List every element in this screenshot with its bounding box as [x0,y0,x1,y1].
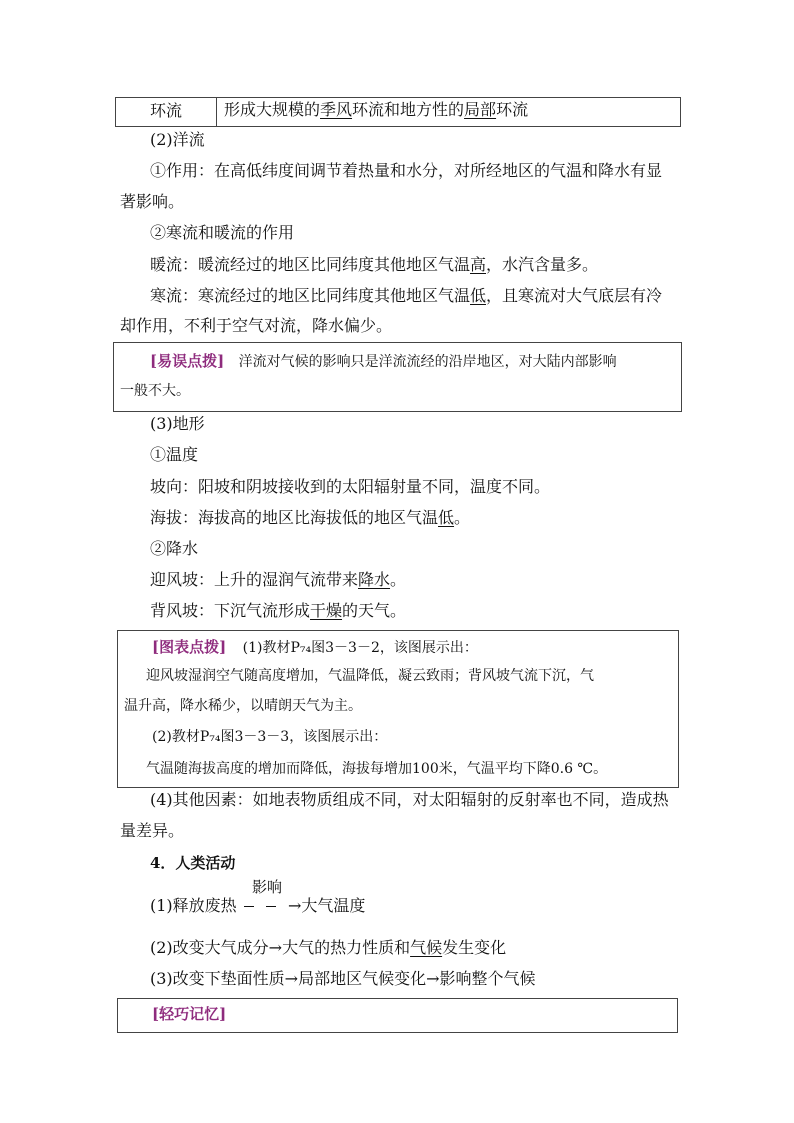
figure-item1-line2: 温升高，降水稀少，以晴朗天气为主。 [124,698,362,714]
tip-tag: [易误点拨] [150,352,225,370]
ocean-effect-line1: ①作用：在高低纬度间调节着热量和水分，对所经地区的气温和降水有显 [150,161,663,180]
tip-line2: 一般不大。 [120,383,190,399]
other-line2: 量差异。 [120,821,185,840]
table-cell-label: 环流 [116,98,217,126]
human-item1: (1)释放废热 影响 →大气温度 [150,878,366,915]
cold-current-line1: 寒流：寒流经过的地区比同纬度其他地区气温低，且寒流对大气底层有冷 [150,286,663,305]
ocean-heading: (2)洋流 [150,130,205,149]
figure-item1-line1: 迎风坡湿润空气随高度增加，气温降低，凝云致雨；背风坡气流下沉，气 [146,668,594,684]
terrain-rain-heading: ②降水 [150,539,199,558]
terrain-slope: 坡向：阳坡和阴坡接收到的太阳辐射量不同，温度不同。 [150,477,551,496]
ocean-effect-line2: 著影响。 [120,192,185,211]
terrain-leeward: 背风坡：下沉气流形成干燥的天气。 [150,601,407,620]
table-cell-content: 形成大规模的季风环流和地方性的局部环流 [224,100,529,119]
figure-item1-head: [图表点拨] (1)教材P₇₄图3－3－2，该图展示出： [152,638,478,656]
terrain-temp-heading: ①温度 [150,445,199,464]
figure-tag: [图表点拨] [152,638,227,656]
tip-box [113,342,682,412]
figure-box [117,630,679,788]
other-line1: (4)其他因素：如地表物质组成不同，对太阳辐射的反射率也不同，造成热 [150,790,669,809]
figure-item2-line1: 气温随海拔高度的增加而降低，海拔每增加100米，气温平均下降0.6 ℃。 [146,761,608,777]
human-item3: (3)改变下垫面性质→局部地区气候变化→影响整个气候 [150,969,536,988]
ocean-sub-heading: ②寒流和暖流的作用 [150,223,295,242]
terrain-windward: 迎风坡：上升的湿润气流带来降水。 [150,570,407,589]
warm-current-line: 暖流：暖流经过的地区比同纬度其他地区气温高，水汽含量多。 [150,255,599,274]
table-row-circulation [115,97,681,127]
figure-item2-head: (2)教材P₇₄图3－3－3，该图展示出： [152,729,388,745]
arrow-label: 影响 [252,878,283,896]
human-heading: 4．人类活动 [150,854,236,872]
memory-box [117,998,678,1033]
tip-line1: [易误点拨] 洋流对气候的影响只是洋流流经的沿岸地区，对大陆内部影响 [150,352,617,370]
terrain-altitude: 海拔：海拔高的地区比海拔低的地区气温低。 [150,508,471,527]
human-item2: (2)改变大气成分→大气的热力性质和气候发生变化 [150,938,507,957]
memory-tag: [轻巧记忆] [152,1005,227,1023]
terrain-heading: (3)地形 [150,414,205,433]
cold-current-line2: 却作用，不利于空气对流，降水偏少。 [120,316,393,335]
